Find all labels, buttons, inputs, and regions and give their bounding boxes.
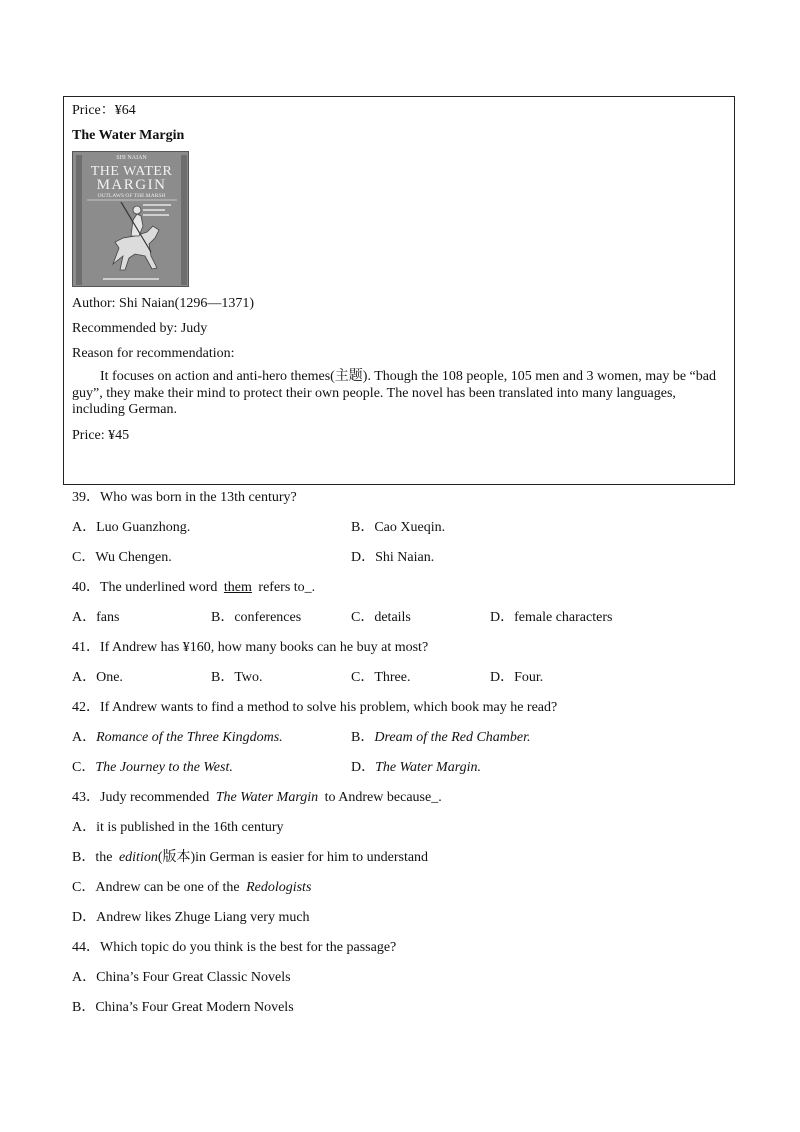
q39-option-d[interactable]: D．Shi Naian.: [351, 550, 435, 565]
q39-option-c[interactable]: C．Wu Chengen.: [72, 550, 172, 565]
q42-option-b[interactable]: [351, 729, 531, 747]
book-cover-image: [72, 151, 189, 287]
q41-stem: 41．If Andrew has ¥160, how many books can he buy at most?: [72, 640, 429, 655]
q43-option-c[interactable]: [72, 879, 311, 897]
q43-stem-post: to Andrew because_.: [324, 790, 442, 805]
q42-option-d-letter: D．: [351, 760, 376, 775]
cover-subtitle: OUTLAWS OF THE MARSH: [97, 193, 166, 199]
q42-option-a-letter: A．: [72, 730, 97, 745]
q42-option-a[interactable]: [72, 729, 283, 747]
q43-option-c-italic: Redologists: [246, 880, 312, 895]
reason-text: [72, 369, 728, 419]
q41-option-d[interactable]: D．Four.: [490, 670, 544, 685]
q39-option-a[interactable]: A．Luo Guanzhong.: [72, 520, 191, 535]
q43-option-c-pre: C．Andrew can be one of the: [72, 880, 240, 895]
q41-option-a[interactable]: A．One.: [72, 670, 123, 685]
q39-option-b[interactable]: B．Cao Xueqin.: [351, 520, 446, 535]
q42-option-b-letter: B．: [351, 730, 375, 745]
cover-title-line1: THE WATER: [90, 164, 173, 179]
q40-option-d[interactable]: D．female characters: [490, 610, 613, 625]
q41-option-b[interactable]: B．Two.: [211, 670, 263, 685]
q41-option-c[interactable]: C．Three.: [351, 670, 411, 685]
cover-title-line2: MARGIN: [96, 177, 167, 193]
q42-option-a-title: Romance of the Three Kingdoms.: [96, 730, 283, 745]
q43-option-b-pre: B．the: [72, 850, 113, 865]
q42-option-d-title: The Water Margin.: [375, 760, 482, 775]
q40-option-b[interactable]: B．conferences: [211, 610, 302, 625]
q42-option-c[interactable]: [72, 759, 233, 777]
reason-text-content: It focuses on action and anti-hero themes(主题). Though the 108 people, 105 men and 3 women, may be “bad guy”, they make their mind to protect their own people. The novel has been translated into many languages, including German.: [72, 369, 716, 417]
q40-option-c[interactable]: C．details: [351, 610, 411, 625]
q43-option-b[interactable]: [72, 849, 428, 867]
q44-option-b[interactable]: B．China’s Four Great Modern Novels: [72, 1000, 294, 1015]
book-author: Author: Shi Naian(1296—1371): [72, 296, 254, 311]
cover-author: SHI NAIAN: [116, 155, 147, 161]
recommended-by: Recommended by: Judy: [72, 321, 208, 336]
q42-option-d[interactable]: [351, 759, 481, 777]
q42-stem: 42．If Andrew wants to find a method to solve his problem, which book may he read?: [72, 700, 558, 715]
q42-option-c-letter: C．: [72, 760, 96, 775]
q40-option-a[interactable]: A．fans: [72, 610, 120, 625]
q43-stem-title: The Water Margin: [215, 790, 319, 805]
reason-label: Reason for recommendation:: [72, 346, 235, 361]
q40-stem-post: refers to_.: [258, 580, 316, 595]
q40-stem: [72, 579, 315, 597]
q44-stem: 44．Which topic do you think is the best for the passage?: [72, 940, 397, 955]
q39-stem: 39．Who was born in the 13th century?: [72, 490, 297, 505]
q40-stem-pre: 40．The underlined word: [72, 580, 218, 595]
q43-option-b-italic: edition: [118, 850, 158, 865]
q43-stem: [72, 789, 442, 807]
q42-option-b-title: Dream of the Red Chamber.: [374, 730, 531, 745]
q43-stem-pre: 43．Judy recommended: [72, 790, 210, 805]
q43-option-d[interactable]: D．Andrew likes Zhuge Liang very much: [72, 910, 310, 925]
q42-option-c-title: The Journey to the West.: [95, 760, 233, 775]
q43-option-a[interactable]: A．it is published in the 16th century: [72, 820, 284, 835]
price-top: Price：¥64: [72, 103, 136, 118]
book-title: The Water Margin: [72, 128, 185, 143]
q43-option-b-post: (版本)in German is easier for him to understand: [157, 850, 429, 865]
q44-option-a[interactable]: A．China’s Four Great Classic Novels: [72, 970, 291, 985]
q40-underlined-word: them: [223, 580, 252, 595]
book-price: Price: ¥45: [72, 428, 130, 443]
